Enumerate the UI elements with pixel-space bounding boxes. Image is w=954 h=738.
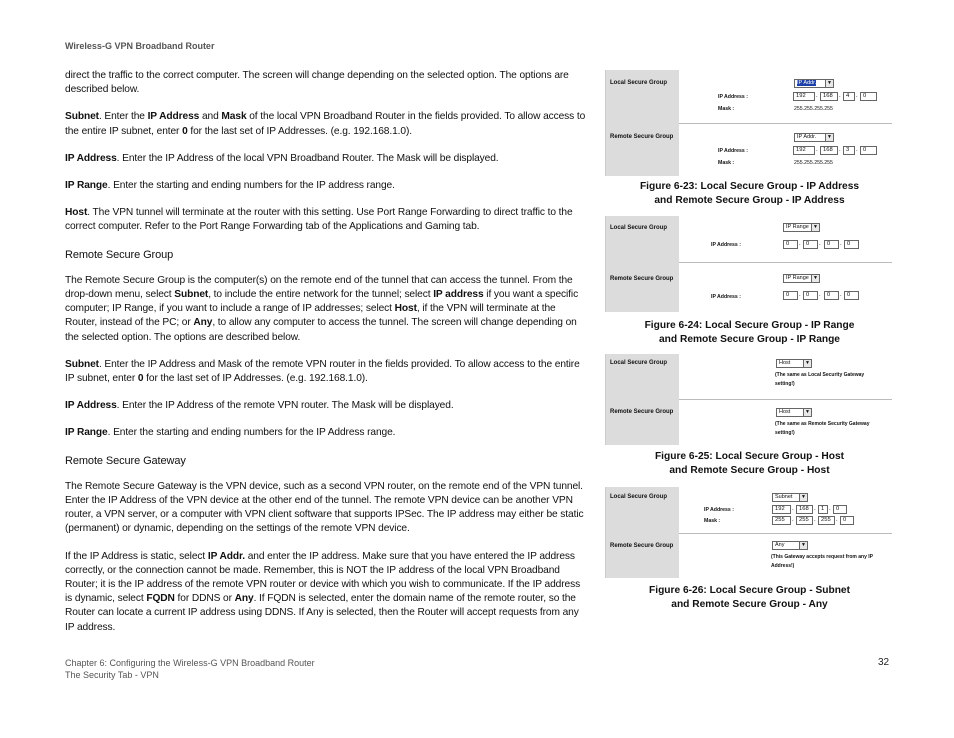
local-mask-octet-2[interactable]: 255	[796, 516, 813, 525]
local-secure-group-label: Local Secure Group	[610, 494, 668, 500]
remote-ip-address-paragraph: IP Address. Enter the IP Address of the remote VPN router. The Mask will be displayed.	[65, 400, 454, 412]
figure-6-25-caption: Figure 6-25: Local Secure Group - Host and Remote Secure Group - Host	[654, 451, 845, 476]
running-header: Wireless-G VPN Broadband Router	[65, 41, 215, 51]
local-secure-group-label: Local Secure Group	[610, 80, 668, 86]
chevron-down-icon: ▼	[825, 80, 833, 87]
chevron-down-icon: ▼	[811, 224, 819, 231]
local-ip-octet-2[interactable]: 168	[820, 92, 838, 101]
remote-secure-gateway-heading: Remote Secure Gateway	[65, 454, 186, 467]
figure-6-26-caption: Figure 6-26: Local Secure Group - Subnet and Remote Secure Group - Any	[649, 585, 850, 610]
chevron-down-icon: ▼	[811, 275, 819, 282]
remote-secure-group-label: Remote Secure Group	[610, 543, 674, 549]
local-mask-octet-3[interactable]: 255	[818, 516, 835, 525]
remote-gateway-paragraph: The Remote Secure Gateway is the VPN device, such as a second VPN router, on the remote end of the VPN tunnel. Enter the IP Address of the VPN device at the other end of the tunnel. The remote VPN device can be another VPN router, a VPN server, or a computer with VPN client software that supports IPSec. The IP address may either be static (permanent) or dynamic, depending on the settings of the remote VPN device.	[65, 480, 584, 535]
chevron-down-icon: ▼	[825, 134, 833, 141]
body-text	[65, 69, 587, 648]
figure-6-26-screenshot: Local Secure Group Subnet ▼ IP Address : 192 . 168 . 1 . 0 Mask : 255 . 255 . 255 . 0 Remote Secure Group Any ▼ (This Gateway accepts request from any IP Address!)	[605, 487, 892, 578]
remote-group-type-select[interactable]: Host ▼	[776, 408, 812, 417]
remote-host-note: (The same as Remote Security Gateway setting!)	[775, 421, 870, 436]
local-group-type-select[interactable]: Host ▼	[776, 359, 812, 368]
local-secure-group-label: Local Secure Group	[610, 225, 668, 231]
local-host-note: (The same as Local Security Gateway setting!)	[775, 372, 865, 387]
local-secure-group-label: Local Secure Group	[610, 360, 668, 366]
local-host-paragraph: Host. The VPN tunnel will terminate at the router with this setting. Use Port Range Forwarding to direct traffic to the correct computer. Refer to the Port Range Forwarding tab of the Applications and Gaming tab.	[65, 207, 573, 233]
figure-6-24-caption: Figure 6-24: Local Secure Group - IP Range and Remote Secure Group - IP Range	[644, 320, 855, 345]
remote-group-type-select[interactable]: IP Addr. ▼	[794, 133, 834, 142]
local-ip-octet-3[interactable]: 1	[818, 505, 828, 514]
local-ip-octet-3[interactable]: 4	[843, 92, 855, 101]
page-number: 32	[878, 657, 890, 668]
remote-secure-group-label: Remote Secure Group	[610, 134, 674, 140]
static-ip-paragraph: If the IP Address is static, select IP Addr. and enter the IP address. Make sure that you have entered the IP address correctly, or the connection cannot be made. Remember, this is NOT the IP address of the local VPN Broadband Router; it is the IP address of the remote VPN router or device with which you wish to communicate. If the IP address is dynamic, select FQDN for DDNS or Any. If FQDN is selected, enter the domain name of the remote router, so the Router can locate a current IP address using DDNS. If Any is selected, then the Router will accept requests from any IP address.	[65, 550, 581, 633]
local-mask-value: 255.255.255.255	[794, 106, 833, 112]
remote-ip-octet-3[interactable]: 3	[843, 146, 855, 155]
remote-secure-group-label: Remote Secure Group	[610, 409, 674, 415]
remote-ip-octet-2[interactable]: 168	[820, 146, 838, 155]
figure-6-25-screenshot	[605, 354, 892, 445]
remote-group-type-select[interactable]: Any ▼	[772, 541, 808, 550]
remote-secure-group-heading: Remote Secure Group	[65, 248, 174, 261]
remote-range-end-octet[interactable]: 0	[844, 291, 859, 300]
local-mask-octet-1[interactable]: 255	[772, 516, 791, 525]
local-range-start-octet[interactable]: 0	[783, 240, 798, 249]
local-subnet-paragraph: Subnet. Enter the IP Address and Mask of the local VPN Broadband Router in the fields provided. To allow access to the entire IP subnet, enter 0 for the last set of IP Addresses. (e.g. 192.168.1.0).	[65, 111, 586, 137]
local-group-type-select[interactable]: IP Range ▼	[783, 223, 820, 232]
figure-6-24-screenshot: Local Secure Group IP Range ▼ IP Address : 0 . 0 . 0 . 0 Remote Secure Group IP Range ▼ IP Address : 0 . 0 . 0 . 0	[605, 216, 892, 312]
remote-ip-range-paragraph: IP Range. Enter the starting and ending numbers for the IP Address range.	[65, 427, 396, 439]
remote-any-note: (This Gateway accepts request from any IP Address!)	[771, 554, 873, 569]
local-mask-octet-4[interactable]: 0	[840, 516, 854, 525]
chevron-down-icon: ▼	[803, 409, 811, 416]
local-ip-octet-2[interactable]: 168	[796, 505, 813, 514]
local-ip-address-paragraph: IP Address. Enter the IP Address of the local VPN Broadband Router. The Mask will be displayed.	[65, 152, 499, 164]
remote-ip-octet-4[interactable]: 0	[860, 146, 877, 155]
remote-range-start-octet[interactable]: 0	[783, 291, 798, 300]
footer-section: The Security Tab - VPN	[65, 670, 159, 680]
chevron-down-icon: ▼	[799, 542, 807, 549]
remote-group-type-select[interactable]: IP Range ▼	[783, 274, 820, 283]
local-ip-octet-1[interactable]: 192	[793, 92, 815, 101]
chevron-down-icon: ▼	[803, 360, 811, 367]
local-group-type-select[interactable]: Subnet ▼	[772, 493, 808, 502]
local-ip-octet-4[interactable]: 0	[833, 505, 847, 514]
running-footer	[65, 657, 315, 681]
chevron-down-icon: ▼	[799, 494, 807, 501]
local-ip-octet-4[interactable]: 0	[860, 92, 877, 101]
local-ip-octet-1[interactable]: 192	[772, 505, 791, 514]
figure-6-23-caption: Figure 6-23: Local Secure Group - IP Address and Remote Secure Group - IP Address	[639, 181, 860, 206]
remote-mask-value: 255.255.255.255	[794, 160, 833, 166]
local-ip-range-paragraph: IP Range. Enter the starting and ending numbers for the IP address range.	[65, 180, 395, 192]
local-group-type-select[interactable]: IP Addr. ▼	[794, 79, 834, 88]
footer-chapter: Chapter 6: Configuring the Wireless-G VPN Broadband Router	[65, 658, 315, 668]
remote-subnet-paragraph: Subnet. Enter the IP Address and Mask of the remote VPN router in the fields provided. To allow access to the entire IP subnet, enter 0 for the last set of IP Addresses. (e.g. 192.168.1.0).	[65, 358, 580, 385]
figure-6-23-screenshot: Local Secure Group IP Address : IP Addr. ▼ 192 . 168 . 4 . 0 Mask : 255.255.255.255 Remote Secure Group IP Addr. ▼ IP Address : 192 . 168 . 3 . 0 Mask : 255.255.255.255	[605, 70, 892, 176]
intro-paragraph: direct the traffic to the correct computer. The screen will change depending on the selected option. The options are described below.	[65, 70, 569, 96]
remote-secure-group-label: Remote Secure Group	[610, 276, 674, 282]
remote-group-paragraph: The Remote Secure Group is the computer(s) on the remote end of the tunnel that can access the tunnel. From the drop-down menu, select Subnet, to include the entire network for the tunnel; select IP address if you want a specific computer; IP Range, if you want to include a range of IP addresses; select Host, if the VPN will terminate at the Router, instead of the PC; or Any, to allow any computer to access the tunnel. The screen will change depending on the selected option. The options are described below.	[65, 274, 579, 343]
local-range-end-octet[interactable]: 0	[844, 240, 859, 249]
remote-ip-octet-1[interactable]: 192	[793, 146, 815, 155]
